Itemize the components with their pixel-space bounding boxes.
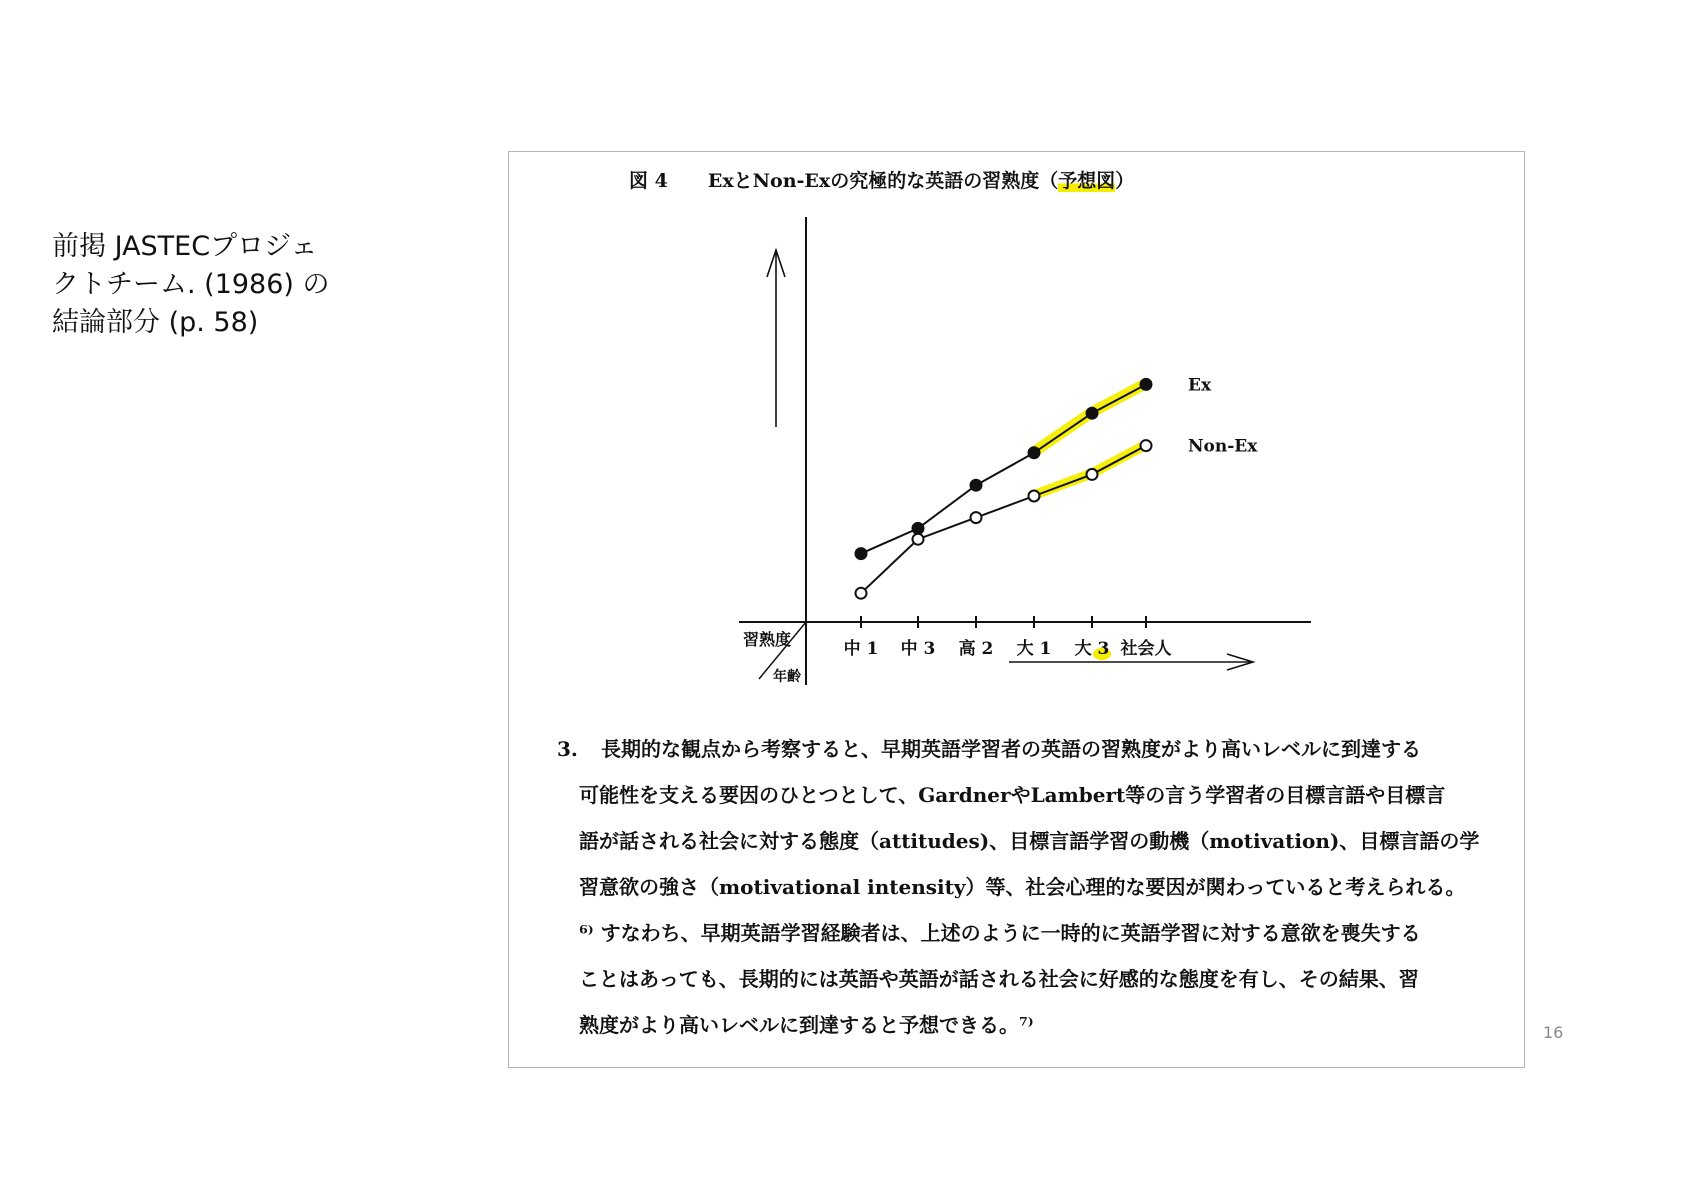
data-point — [971, 512, 982, 523]
y-axis-label: 習熟度 — [742, 630, 791, 649]
slide-caption — [52, 228, 372, 342]
data-point — [1029, 491, 1040, 502]
text-line: 習意欲の強さ（motivational intensity）等、社会心理的な要因が関わっていると考えられる。 — [579, 875, 1466, 899]
x-axis-label: 年齢 — [773, 669, 801, 685]
text-line: 語が話される社会に対する態度（attitudes)、目標言語学習の動機（motivation)、目標言語の学 — [579, 829, 1480, 853]
x-tick-label: 高 2 — [958, 639, 994, 659]
data-point — [1029, 447, 1040, 458]
line-chart — [509, 152, 1524, 712]
series-line-nonex — [861, 446, 1146, 594]
x-tick-label: 社会人 — [1120, 639, 1172, 659]
text-line: 熟度がより高いレベルに到達すると予想できる。⁷⁾ — [579, 1013, 1034, 1037]
data-point — [856, 588, 867, 599]
figure-title-highlight: 予想図 — [1058, 170, 1116, 192]
caption-line: 結論部分 (p. 58) — [52, 307, 259, 338]
chart-series — [856, 379, 1152, 599]
x-tick-label: 大 1 — [1016, 639, 1052, 659]
figure-number: 図 4 — [629, 170, 668, 192]
conclusion-paragraph — [557, 726, 1507, 1048]
page-number: 16 — [1543, 1023, 1564, 1042]
data-point — [971, 480, 982, 491]
chart-labels — [743, 375, 1258, 685]
data-point — [1141, 379, 1152, 390]
paragraph-number: 3. — [557, 737, 578, 761]
text-line: 長期的な観点から考察すると、早期英語学習者の英語の習熟度がより高いレベルに到達する — [601, 737, 1421, 761]
text-line: 可能性を支える要因のひとつとして、GardnerやLambert等の言う学習者の目標言語や目標言 — [579, 783, 1446, 807]
x-tick-label: 大 3 — [1074, 639, 1110, 659]
data-point — [913, 534, 924, 545]
figure-title-main: ExとNon-Exの究極的な英語の習熟度（ — [707, 170, 1059, 192]
x-tick-label: 中 3 — [900, 639, 936, 659]
data-point — [1087, 469, 1098, 480]
x-tick-label: 中 1 — [843, 639, 879, 659]
caption-line: 前掲 JASTECプロジェ — [52, 231, 318, 262]
data-point — [1141, 440, 1152, 451]
data-point — [913, 523, 924, 534]
text-line: ⁶⁾ すなわち、早期英語学習経験者は、上述のように一時的に英語学習に対する意欲を喪失する — [579, 921, 1421, 945]
caption-line: クトチーム. (1986) の — [52, 269, 330, 300]
series-label: Non-Ex — [1188, 436, 1258, 457]
text-line: ことはあっても、長期的には英語や英語が話される社会に好感的な態度を有し、その結果、習 — [579, 967, 1419, 991]
scanned-figure — [508, 151, 1525, 1068]
series-label: Ex — [1188, 375, 1212, 396]
data-point — [1087, 408, 1098, 419]
highlighter-marks — [1034, 383, 1146, 660]
data-point — [856, 548, 867, 559]
figure-title-end: ） — [1115, 170, 1135, 192]
